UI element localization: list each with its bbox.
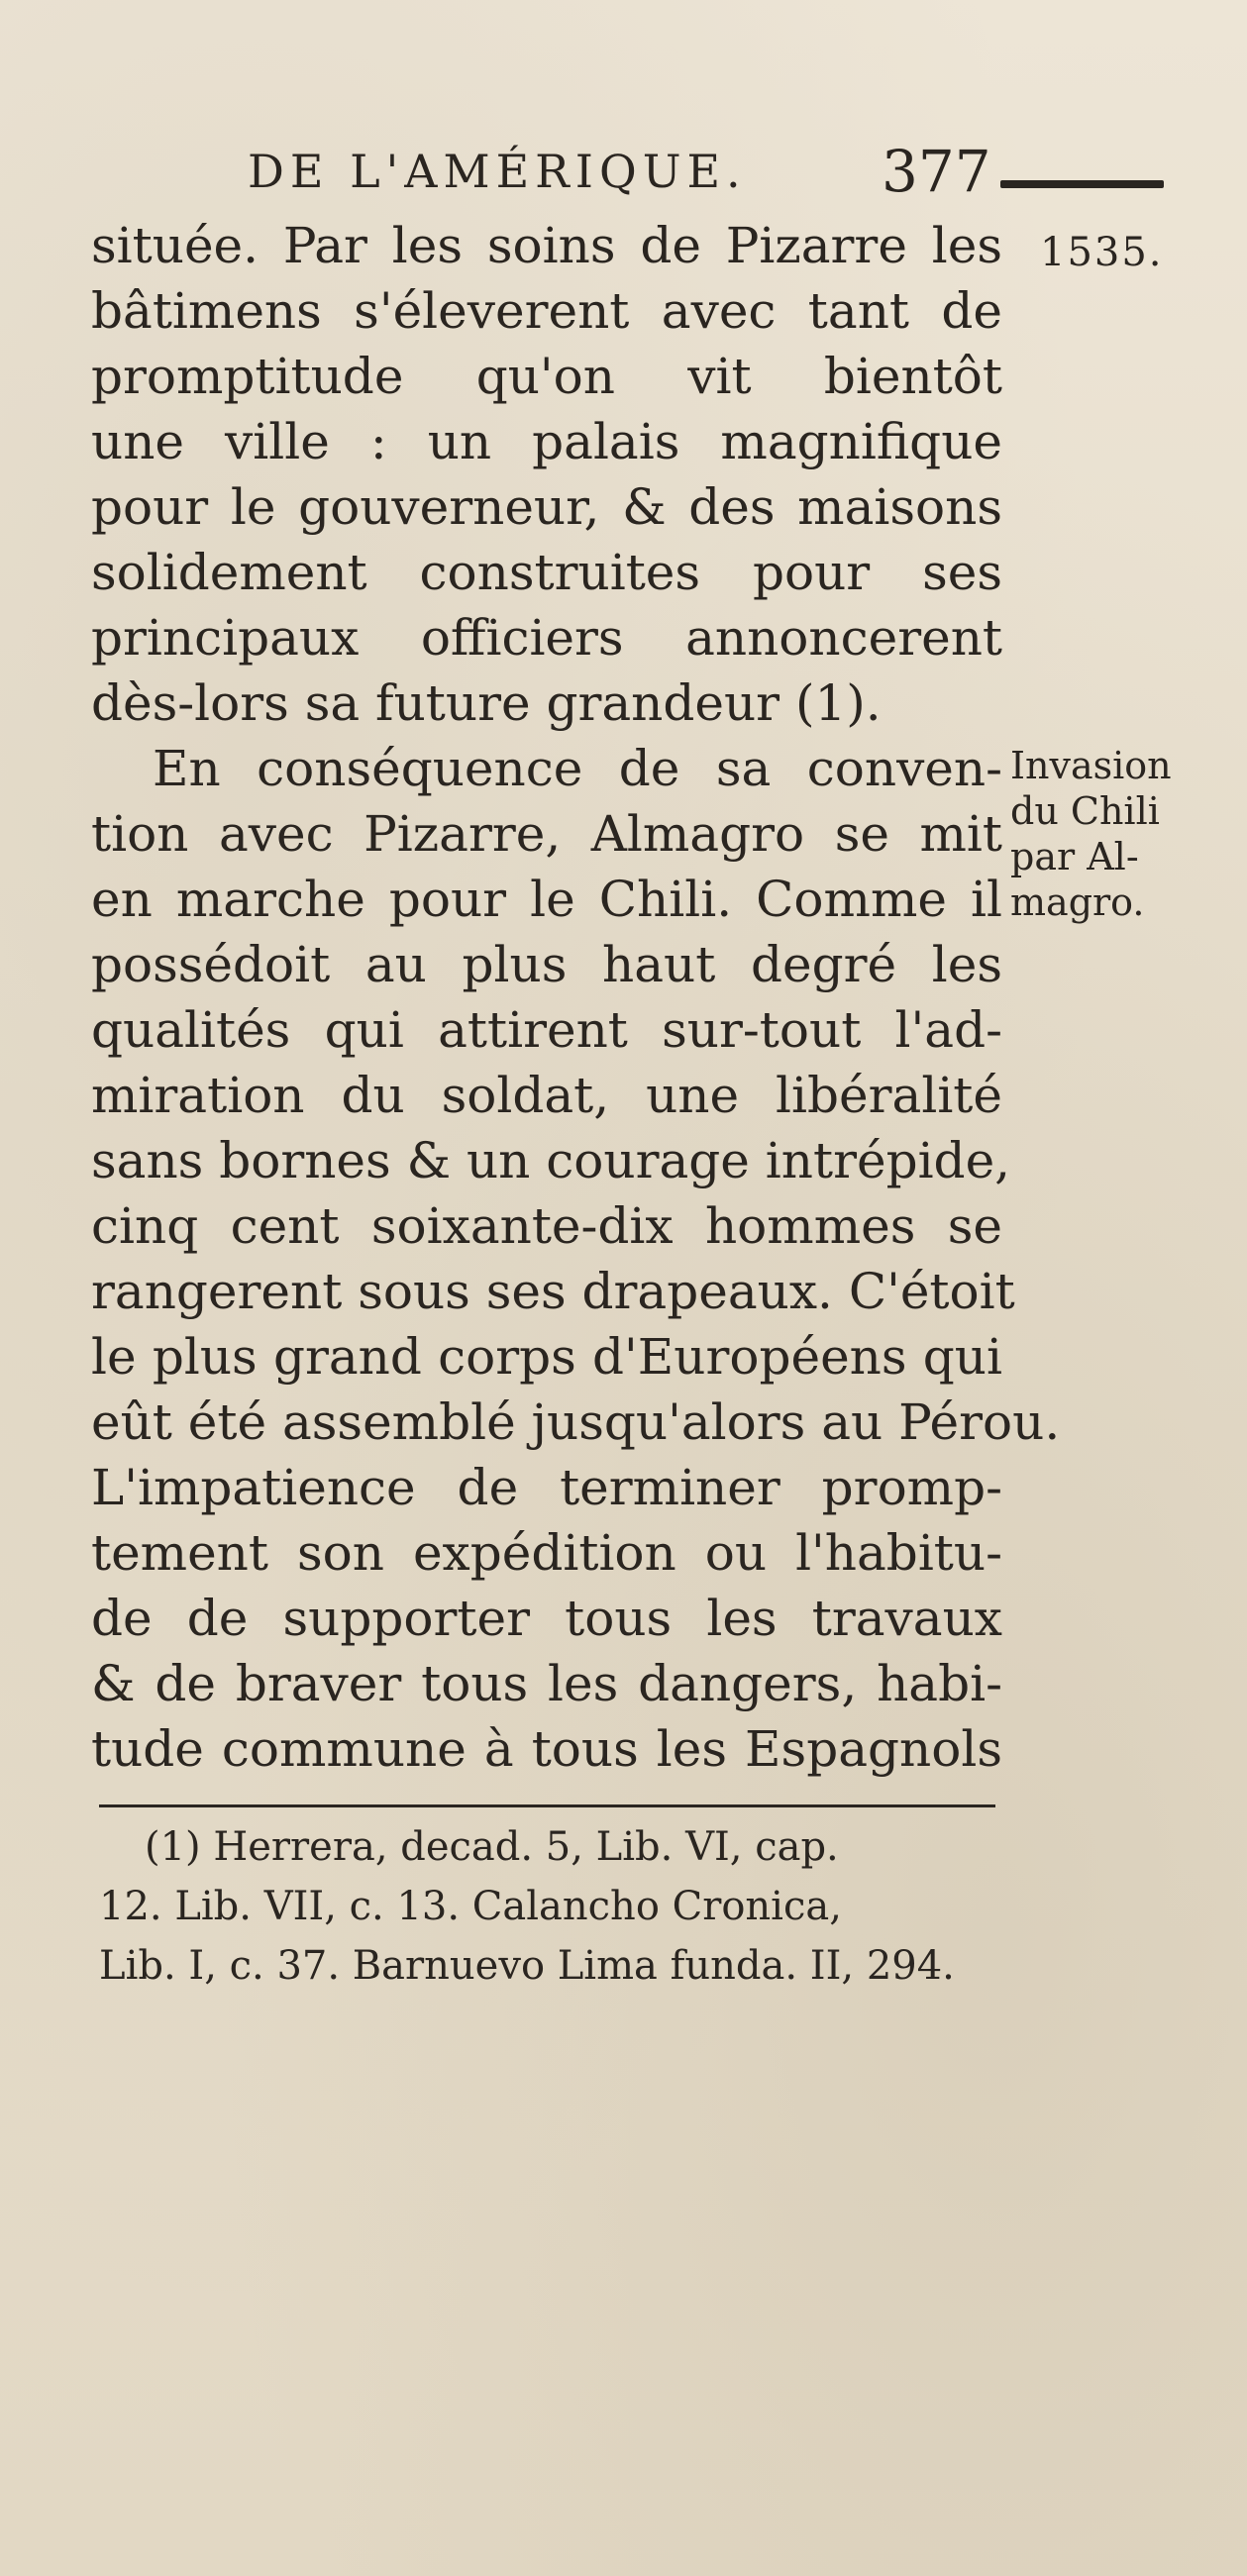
text-line: le plus grand corps d'Européens qui (91, 1328, 1002, 1386)
sidenote-line: du Chili (1010, 789, 1160, 833)
header-rule (1000, 180, 1164, 188)
text-line: une ville : un palais magnifique (91, 413, 1002, 470)
text-line: solidement construites pour ses (91, 544, 1002, 601)
text-line: principaux officiers annoncerent (91, 609, 1002, 667)
margin-year: 1535. (1040, 230, 1164, 275)
text-line: tement son expédition ou l'habitu- (91, 1524, 1002, 1582)
footnotes (99, 1817, 1010, 1996)
page-header (248, 137, 1198, 206)
text-line: rangerent sous ses drapeaux. C'étoit (91, 1263, 1015, 1320)
text-line: en marche pour le Chili. Comme il (91, 871, 1002, 928)
text-line: & de braver tous les dangers, habi- (91, 1655, 1002, 1712)
sidenote-line: magro. (1010, 880, 1145, 924)
paragraph-start-line: En conséquence de sa conven- (153, 740, 1002, 797)
text-line: promptitude qu'on vit bientôt (91, 348, 1002, 405)
text-line: miration du soldat, une libéralité (91, 1067, 1002, 1124)
text-line: sans bornes & un courage intrépide, (91, 1132, 1011, 1189)
running-title: DE L'AMÉRIQUE. (248, 145, 747, 198)
margin-sidenote (1010, 743, 1218, 925)
text-line: située. Par les soins de Pizarre les (91, 217, 1002, 274)
sidenote-line: Invasion (1010, 744, 1172, 787)
sidenote-line: par Al- (1010, 835, 1139, 878)
body-text (91, 213, 1061, 1782)
text-line: tion avec Pizarre, Almagro se mit (91, 805, 1002, 863)
footnote-rule (99, 1804, 995, 1807)
text-line: bâtimens s'éleverent avec tant de (91, 282, 1002, 340)
footnote-line: (1) Herrera, decad. 5, Lib. VI, cap. (145, 1824, 839, 1870)
page-number: 377 (882, 138, 991, 205)
text-line: de de supporter tous les travaux (91, 1590, 1002, 1647)
text-line: eût été assemblé jusqu'alors au Pérou. (91, 1393, 1061, 1451)
text-line: cinq cent soixante-dix hommes se (91, 1197, 1002, 1255)
footnote-line: 12. Lib. VII, c. 13. Calancho Cronica, (99, 1884, 842, 1929)
text-line: pour le gouverneur, & des maisons (91, 478, 1002, 536)
text-line: dès-lors sa future grandeur (1). (91, 674, 882, 732)
text-line: possédoit au plus haut degré les (91, 936, 1002, 993)
text-line: L'impatience de terminer promp- (91, 1459, 1002, 1516)
footnote-line: Lib. I, c. 37. Barnuevo Lima funda. II, 294. (99, 1943, 955, 1989)
text-line: qualités qui attirent sur-tout l'ad- (91, 1001, 1002, 1059)
text-line: tude commune à tous les Espagnols (91, 1720, 1002, 1778)
